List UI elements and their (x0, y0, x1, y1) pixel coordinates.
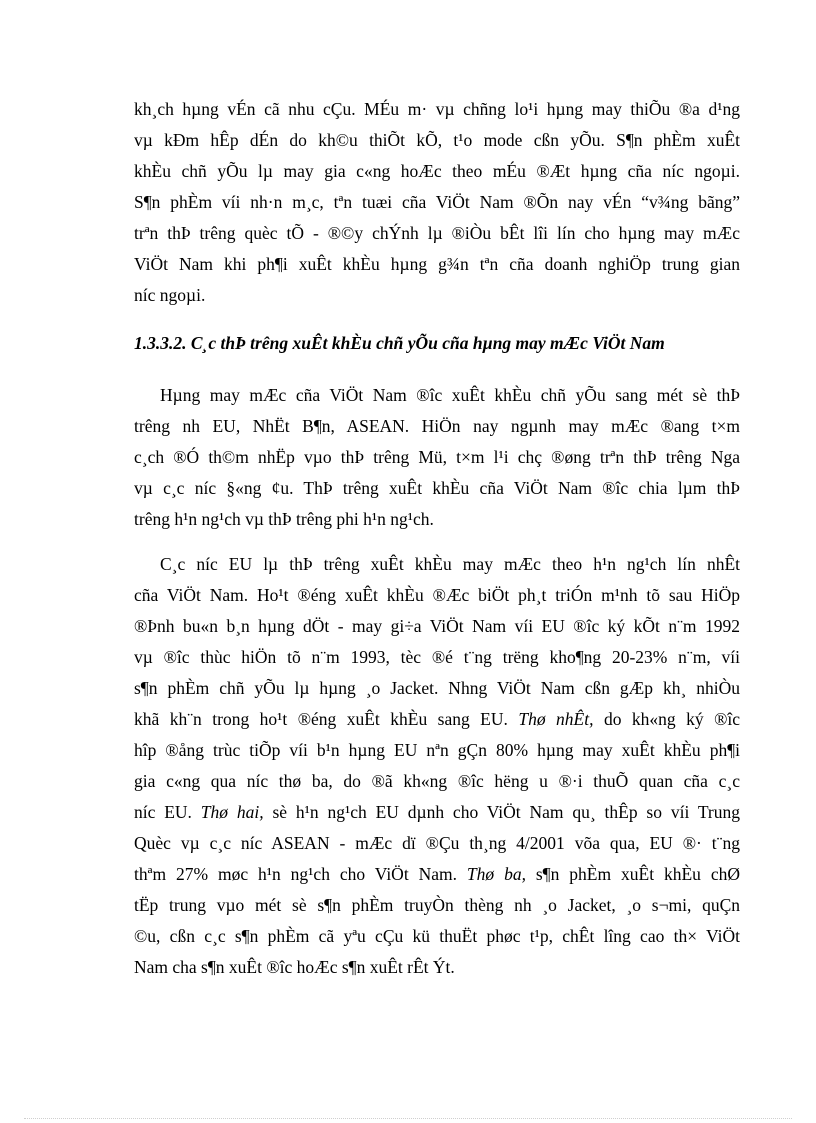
paragraph-line: S¶n phÈm víi nh·n m¸c, tªn tuæi cña ViÖt Nam ®Õn nay vÉn “v¾ng bãng” (134, 192, 740, 212)
line-segment: thªm 27% møc h¹n ng¹ch cho ViÖt Nam. (134, 864, 457, 884)
paragraph-3 (134, 549, 740, 983)
paragraph-line: ViÖt Nam khi ph¶i xuÊt khÈu hµng g¾n tªn cña doanh nghiÖp trung gian (134, 254, 740, 274)
emphasis-second: Thø hai, (200, 802, 264, 822)
line-segment: níc EU. (134, 802, 192, 822)
paragraph-1 (134, 94, 740, 311)
paragraph-line: C¸c níc EU lµ thÞ trêng xuÊt khÈu may mÆc theo h¹n ng¹ch lín nhÊt (160, 554, 740, 574)
paragraph-line: ©u, cßn c¸c s¶n phÈm cã yªu cÇu kü thuËt phøc t¹p, chÊt lîng cao th× ViÖt (134, 926, 740, 946)
paragraph-line: ®Þnh bu«n b¸n hµng dÖt - may gi÷a ViÖt Nam víi EU ®îc ký kÕt n¨m 1992 (134, 616, 740, 636)
emphasis-first: Thø nhÊt, (518, 709, 594, 729)
paragraph-line: tËp trung vµo mét sè s¶n phÈm truyÒn thèng nh ¸o Jacket, ¸o s¬mi, quÇn (134, 895, 740, 915)
paragraph-line: níc ngoµi. (134, 285, 206, 305)
paragraph-line: trêng h¹n ng¹ch vµ thÞ trêng phi h¹n ng¹ch. (134, 509, 434, 529)
paragraph-line: trªn thÞ trêng quèc tÕ - ®©y chÝnh lµ ®iÒu bÊt lîi lín cho hµng may mÆc (134, 223, 740, 243)
paragraph-line: Hµng may mÆc cña ViÖt Nam ®îc xuÊt khÈu chñ yÕu sang mét sè thÞ (160, 385, 740, 405)
paragraph-line: Quèc vµ c¸c níc ASEAN - mÆc dï ®Çu th¸ng 4/2001 võa qua, EU ®· t¨ng (134, 833, 740, 853)
paragraph-line: vµ kÐm hÊp dÉn do kh©u thiÕt kÕ, t¹o mode cßn yÕu. S¶n phÈm xuÊt (134, 130, 740, 150)
line-segment: khã kh¨n trong ho¹t ®éng xuÊt khÈu sang EU. (134, 709, 508, 729)
paragraph-line: hîp ®ång trùc tiÕp víi b¹n hµng EU nªn gÇn 80% hµng may xuÊt khÈu ph¶i (134, 740, 740, 760)
line-segment: do kh«ng ký ®îc (603, 709, 741, 729)
page-bottom-divider (24, 1118, 792, 1119)
paragraph-line (134, 704, 740, 735)
paragraph-line (134, 859, 740, 890)
paragraph-line (134, 797, 740, 828)
section-heading: 1.3.3.2. C¸c thÞ trêng xuÊt khÈu chñ yÕu cña hµng may mÆc ViÖt Nam (134, 333, 665, 353)
emphasis-third: Thø ba, (466, 864, 526, 884)
paragraph-line: s¶n phÈm chñ yÕu lµ hµng ¸o Jacket. Nhng ViÖt Nam cßn gÆp kh¸ nhiÒu (134, 678, 740, 698)
paragraph-2 (134, 380, 740, 535)
paragraph-line: vµ c¸c níc §«ng ¢u. ThÞ trêng xuÊt khÈu cña ViÖt Nam ®îc chia lµm thÞ (134, 478, 740, 498)
paragraph-line: c¸ch ®Ó th©m nhËp vµo thÞ trêng Mü, t×m l¹i chç ®øng trªn thÞ trêng Nga (134, 447, 740, 467)
paragraph-line: gia c«ng qua níc thø ba, do ®ã kh«ng ®îc hëng u ®·i thuÕ quan cña c¸c (134, 771, 740, 791)
paragraph-line: Nam cha s¶n xuÊt ®îc hoÆc s¶n xuÊt rÊt Ýt. (134, 957, 455, 977)
paragraph-line: cña ViÖt Nam. Ho¹t ®éng xuÊt khÈu ®Æc biÖt ph¸t triÓn m¹nh tõ sau HiÖp (134, 585, 740, 605)
line-segment: sè h¹n ng¹ch EU dµnh cho ViÖt Nam qu¸ thÊp so víi Trung (272, 802, 740, 822)
line-segment: s¶n phÈm xuÊt khÈu chØ (535, 864, 740, 884)
paragraph-line: khÈu chñ yÕu lµ may gia c«ng hoÆc theo mÉu ®Æt hµng cña níc ngoµi. (134, 161, 740, 181)
paragraph-line: kh¸ch hµng vÉn cã nhu cÇu. MÉu m· vµ chñng lo¹i hµng may thiÕu ®a d¹ng (134, 99, 740, 119)
paragraph-line: trêng nh EU, NhËt B¶n, ASEAN. HiÖn nay ngµnh may mÆc ®ang t×m (134, 416, 740, 436)
paragraph-line: vµ ®îc thùc hiÖn tõ n¨m 1993, tèc ®é t¨ng trëng kho¶ng 20-23% n¨m, víi (134, 647, 740, 667)
